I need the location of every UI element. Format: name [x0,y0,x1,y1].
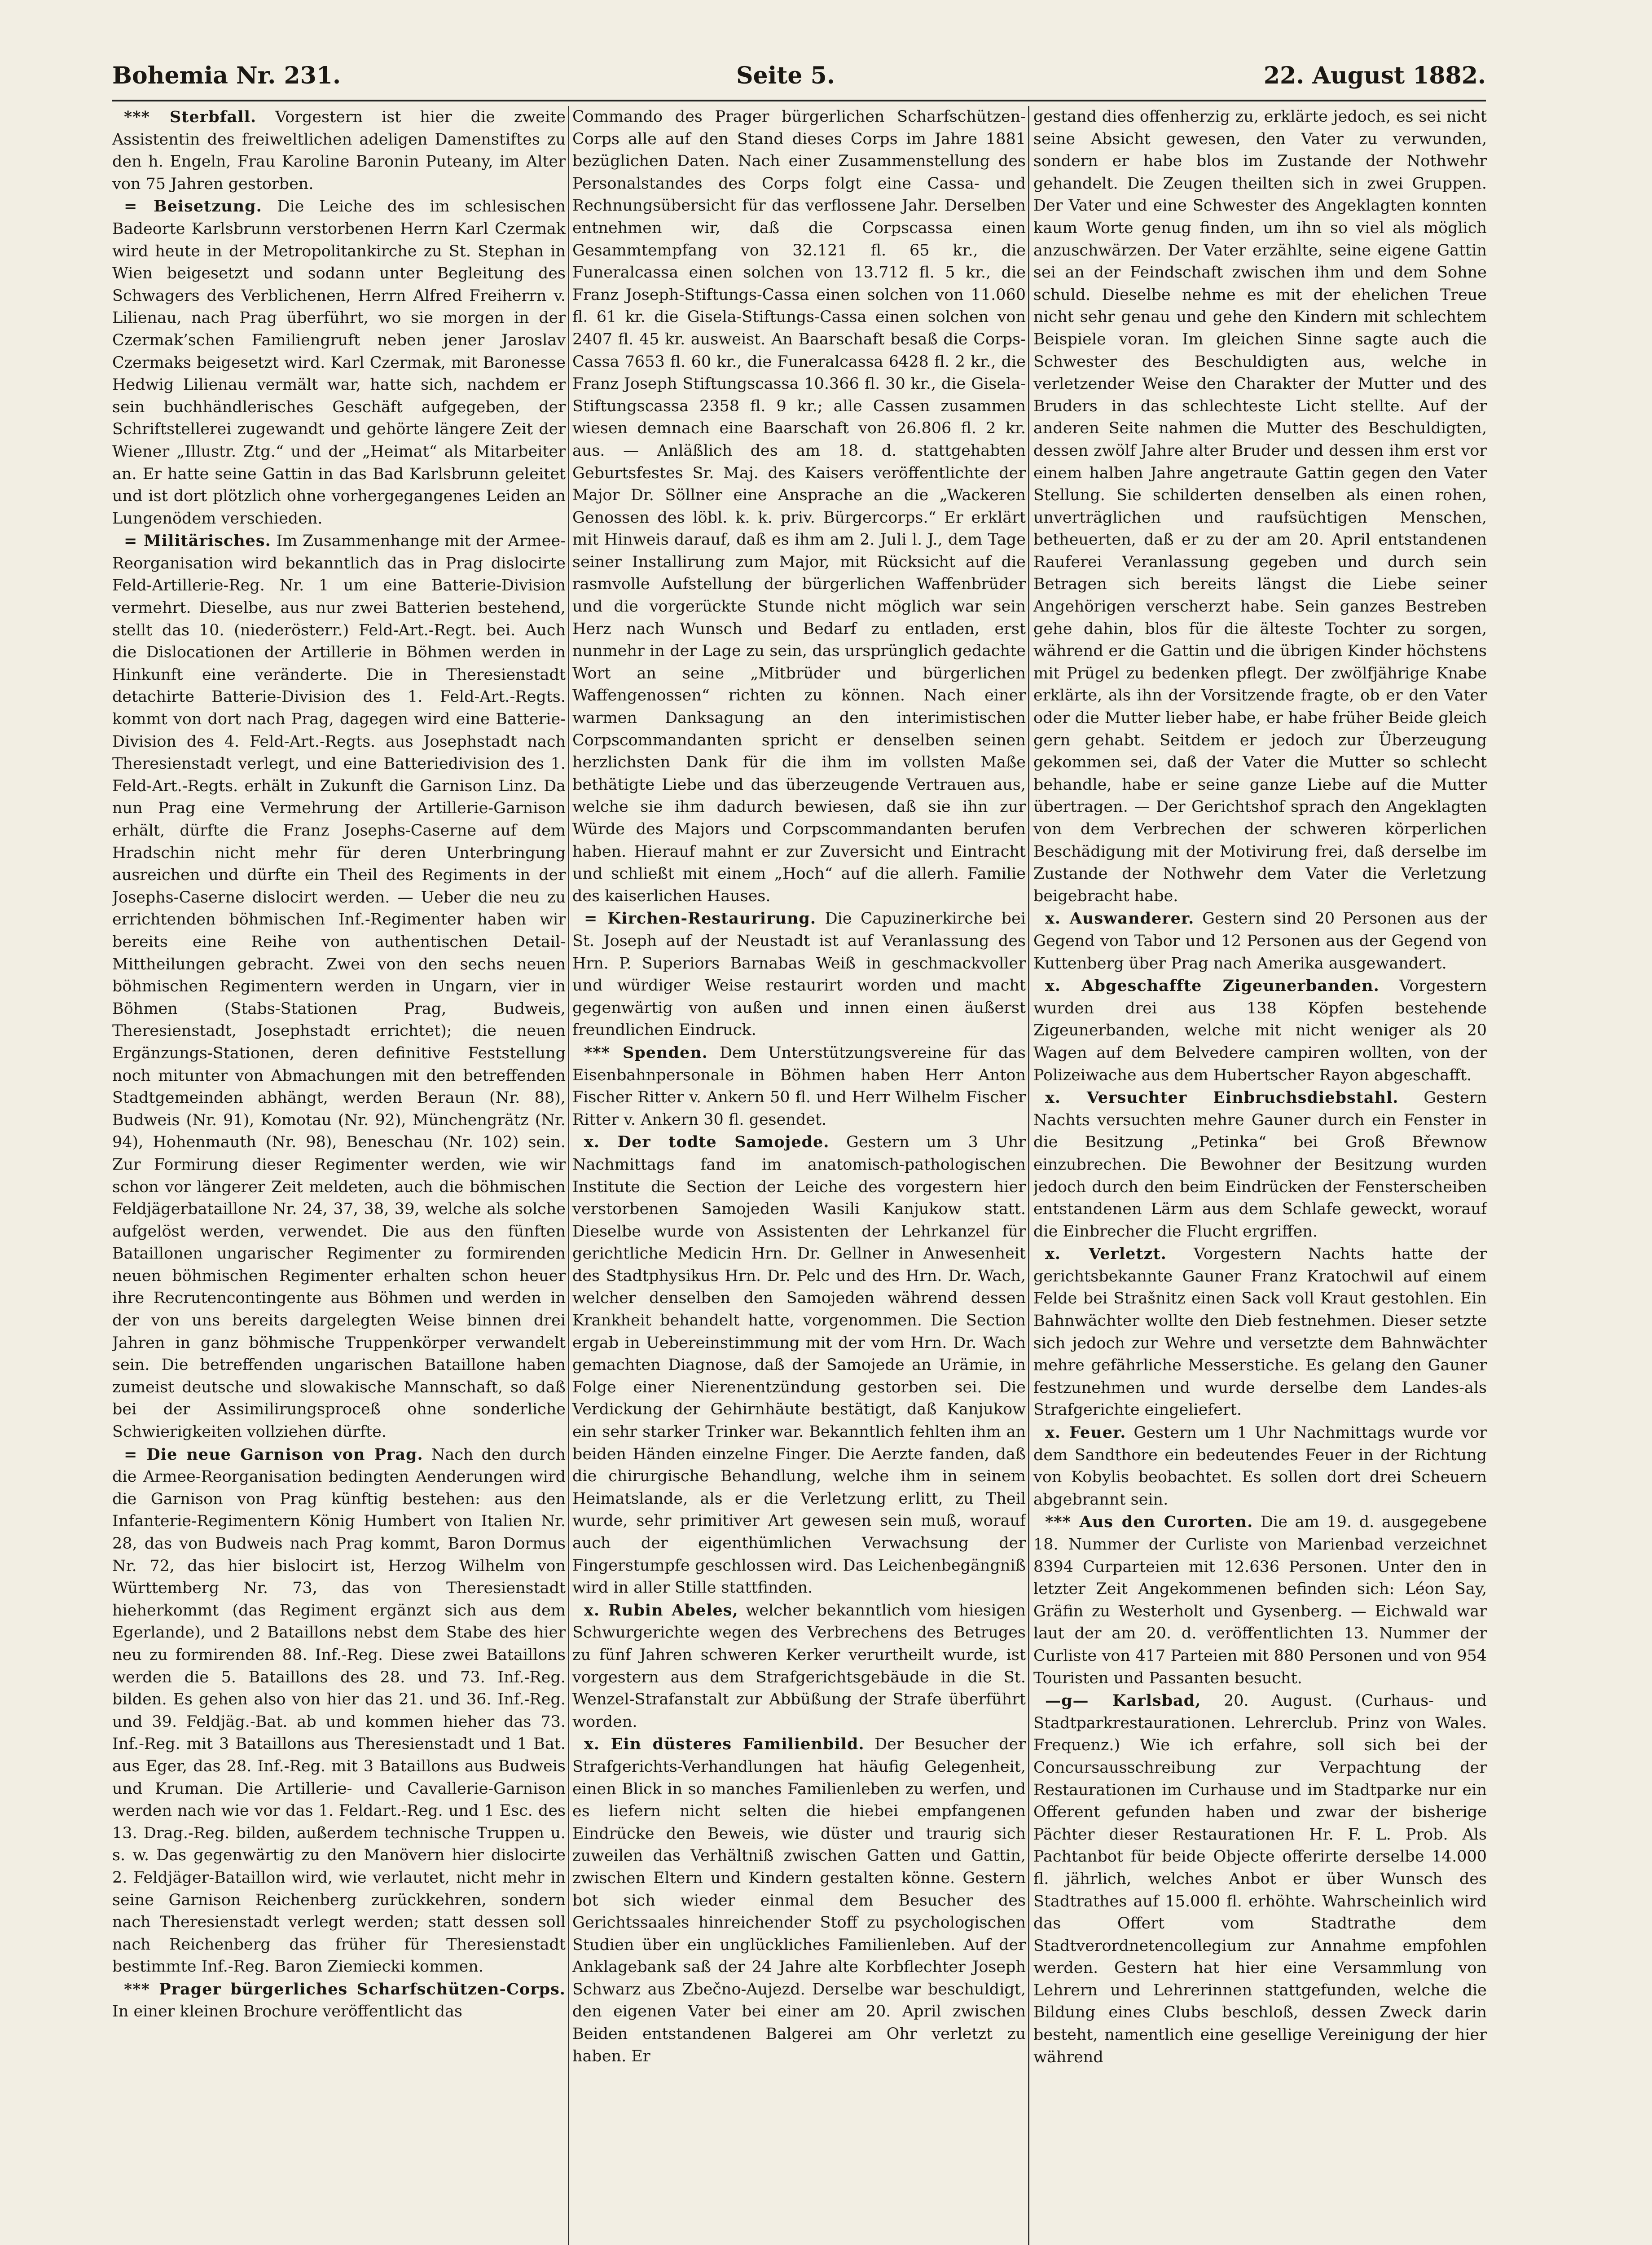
article [1033,1422,1487,1511]
article-body: Im Zusammenhange mit der Armee-Reorganisation wird bekanntlich das in Prag dislocirte Feld-Artillerie-Reg. Nr. 1 um eine Batterie-Division vermehrt. Dieselbe, aus nur zwei Batterien bestehend, stellt das 10. (niederösterr.) Feld-Art.-Regt. bei. Auch die Dislocationen der Artillerie in Böhmen werden in Hinkunft eine veränderte. Die in Theresienstadt detachirte Batterie-Division des 1. Feld-Art.-Regts. kommt von dort nach Prag, dagegen wird eine Batterie-Division des 4. Feld-Art.-Regts. aus Josephstadt nach Theresienstadt verlegt, und eine Batteriedivision des 1. Feld-Art.-Regts. erhält in Zukunft die Garnison Linz. Da nun Prag eine Vermehrung der Artillerie-Garnison erhält, dürfte die Franz Josephs-Caserne auf dem Hradschin nicht mehr für deren Unterbringung ausreichen und dürfte ein Theil des Regiments in der Josephs-Caserne dislocirt werden. — Ueber die neu zu errichtenden böhmischen Inf.-Regimenter haben wir bereits eine Reihe von authentischen Detail-Mittheilungen gebracht. Zwei von den sechs neuen böhmischen Regimentern werden in Ungarn, vier in Böhmen (Stabs-Stationen Prag, Budweis, Theresienstadt, Josephstadt errichtet); die neuen Ergänzungs-Stationen, deren definitive Feststellung noch mitunter von Abmachungen mit den betreffenden Stadtgemeinden abhängt, werden Beraun (Nr. 88), Budweis (Nr. 91), Komotau (Nr. 92), Münchengrätz (Nr. 94), Hohenmauth (Nr. 98), Beneschau (Nr. 102) sein. Zur Formirung dieser Regimenter werden, wie wir schon vor längerer Zeit meldeten, auch die böhmischen Feldjägerbataillone Nr. 24, 37, 38, 39, welche als solche aufgelöst werden, verwendet. Die aus den fünften Bataillonen ungarischer Regimenter zu formirenden neuen böhmischen Regimenter erhalten schon heuer ihre Recrutencontingente aus Böhmen und werden in der von uns bereits dargelegten Weise binnen drei Jahren in ganz böhmische Truppenkörper verwandelt sein. Die betreffenden ungarischen Bataillone haben zumeist deutsche und slowakische Mannschaft, so daß bei der Assimilirungsproceß ohne sonderliche Schwierigkeiten vollziehen dürfte. [112,532,566,1441]
article-heading: *** Prager bürgerliches Scharfschützen-Corps. [124,1980,566,1998]
article-heading: —g— Karlsbad, [1045,1691,1201,1710]
article-body: Gestern sind 20 Personen aus der Gegend von Tabor und 12 Personen aus der Gegend von Kuttenberg über Prag nach Amerika ausgewandert. [1033,910,1487,973]
article-continuation [572,106,1026,907]
text-column-3 [1033,106,1487,2245]
page-number: Seite 5. [736,62,835,89]
article-heading: = Militärisches. [124,532,271,550]
article-body: Gestern Nachts versuchten mehre Gauner durch ein Fenster in die Besitzung „Petinka“ bei Groß Břewnow einzubrechen. Die Bewohner der Besitzung wurden jedoch durch den beim Eindrücken der Fensterscheiben entstandenen Lärm aus dem Schlafe geweckt, worauf die Einbrecher die Flucht ergriffen. [1033,1089,1487,1241]
article [112,106,566,195]
article-heading: = Die neue Garnison von Prag. [124,1445,423,1464]
header-rule [112,100,1486,101]
article-heading: *** Sterbfall. [124,108,257,126]
article-heading: = Beisetzung. [124,197,262,216]
column-divider [1028,106,1029,2245]
article-body: 20. August. (Curhaus- und Stadtparkrestaurationen. Lehrerclub. Prinz von Wales. Frequenz.) Wie ich erfahre, soll sich bei der Concursausschreibung zur Verpachtung der Restaurationen im Curhause und im Stadtparke nur ein Offerent gefunden haben und zwar der bisherige Pächter dieser Restaurationen Hr. F. L. Prob. Als Pachtanbot für beide Objecte offerirte derselbe 14.000 fl. jährlich, welches Anbot er über Wunsch des Stadtrathes auf 15.000 fl. erhöhte. Wahrscheinlich wird das Offert vom Stadtrathe dem Stadtverordnetencollegium zur Annahme empfohlen werden. Gestern hat hier eine Versammlung von Lehrern und Lehrerinnen stattgefunden, welche die Bildung eines Clubs beschloß, dessen Zweck darin besteht, namentlich eine gesellige Vereinigung der hier während [1033,1692,1487,2066]
article [1033,1690,1487,2069]
article [572,1131,1026,1599]
article-heading: x. Versuchter Einbruchsdiebstahl. [1045,1088,1399,1107]
article-body: Gestern um 3 Uhr Nachmittags fand im anatomisch-pathologischen Institute die Section der Leiche des vorgestern hier verstorbenen Samojeden Wasili Kanjukow statt. Dieselbe wurde von Assistenten der Lehrkanzel für gerichtliche Medicin Hrn. Dr. Gellner in Anwesenheit des Stadtphysikus Hrn. Dr. Pelc und des Hrn. Dr. Wach, welcher denselben den Samojeden während dessen Krankheit behandelt hatte, vorgenommen. Die Section ergab in Uebereinstimmung mit der vom Hrn. Dr. Wach gemachten Diagnose, daß der Samojede an Urämie, in Folge einer Nierenentzündung gestorben sei. Die Verdickung der Gehirnhäute bestätigt, daß Kanjukow ein sehr starker Trinker war. Bekanntlich fehlten ihm an beiden Händen einzelne Finger. Die Aerzte fanden, daß die chirurgische Behandlung, welche ihm in seinem Heimatslande, als er die Verletzung erlitt, zu Theil wurde, sehr primitiver Art gewesen sein muß, worauf auch der eigenthümlichen Verwachsung der Fingerstumpfe geschlossen wird. Das Leichenbegängniß wird in aller Stille stattfinden. [572,1133,1026,1597]
article [1033,1243,1487,1422]
article-body: Vorgestern wurden drei aus 138 Köpfen bestehende Zigeunerbanden, welche mit nicht weniger als 20 Wagen auf dem Belvedere campiren wollten, von der Polizeiwache aus dem Hubertscher Rayon abgeschafft. [1033,977,1487,1084]
article-body: Die Leiche des im schlesischen Badeorte Karlsbrunn verstorbenen Herrn Karl Czermak wird heute in der Metropolitankirche zu St. Stephan in Wien beigesetzt und sodann unter Begleitung des Schwagers des Verblichenen, Herrn Alfred Freiherrn v. Lilienau, nach Prag überführt, wo sie morgen in der Czermak’schen Familiengruft neben jener Jaroslav Czermaks beigesetzt wird. Karl Czermak, mit Baronesse Hedwig Lilienau vermält war, hatte sich, nachdem er sein buchhändlerisches Geschäft aufgegeben, der Schriftstellerei zugewandt und gehörte längere Zeit der Wiener „Illustr. Ztg.“ und der „Heimat“ als Mitarbeiter an. Er hatte seine Gattin in das Bad Karlsbrunn geleitet und ist dort plötzlich ohne vorhergegangenes Leiden an Lungenödem verschieden. [112,198,566,528]
article-body: welcher bekanntlich vom hiesigen Schwurgerichte wegen des Verbrechens des Betruges zu fünf Jahren schweren Kerker verurtheilt wurde, ist vorgestern aus dem Strafgerichtsgebäude in die St. Wenzel-Strafanstalt zur Abbüßung der Strafe überführt worden. [572,1601,1026,1731]
article-heading: x. Verletzt. [1045,1245,1167,1263]
article-heading: *** Spenden. [584,1043,708,1062]
article-body: Commando des Prager bürgerlichen Scharfschützen-Corps alle auf den Stand dieses Corps im Jahre 1881 bezüglichen Daten. Nach einer Zusammenstellung des Personalstandes des Corps folgt eine Cassa- und Rechnungsübersicht für das verflossene Jahr. Derselben entnehmen wir, daß die Corpscassa einen Gesammtempfang von 32.121 fl. 65 kr., die Funeralcassa einen solchen von 13.712 fl. 5 kr., die Franz Joseph-Stiftungs-Cassa einen solchen von 11.060 fl. 61 kr. die Gisela-Stiftungs-Cassa einen solchen von 2407 fl. 45 kr. ausweist. An Baarschaft besaß die Corps-Cassa 7653 fl. 60 kr., die Funeralcassa 6428 fl. 2 kr., die Franz Joseph Stiftungscassa 10.366 fl. 30 kr., die Gisela-Stiftungscassa 2358 fl. 9 kr.; alle Cassen zusammen wiesen demnach eine Baarschaft von 26.806 fl. 2 kr. aus. — Anläßlich des am 18. d. stattgehabten Geburtsfestes Sr. Maj. des Kaisers veröffentlichte der Major Dr. Söllner eine Ansprache an die „Wackeren Genossen des löbl. k. k. priv. Bürgercorps.“ Er erklärt mit Hinweis darauf, daß es ihm am 2. Juli l. J., dem Tage seiner Installirung zum Major, mit Rücksicht auf die rasmvolle Aufstellung der bürgerlichen Waffenbrüder und die vorgerückte Stunde nicht möglich war sein Herz nach Wunsch und Bedarf zu entladen, erst nunmehr in der Lage zu sein, das ursprünglich gedachte Wort an seine „Mitbrüder und bürgerlichen Waffengenossen“ richten zu können. Nach einer warmen Danksagung an den interimistischen Corpscommandanten spricht er denselben seinen herzlichsten Dank für die ihm im vollsten Maße bethätigte Liebe und das überzeugende Vertrauen aus, welche sie ihm dadurch bewiesen, daß sie ihn zur Würde des Majors und Corpscommandanten berufen haben. Hierauf mahnt er zur Zuversicht und Eintracht und schließt mit einem „Hoch“ auf die allerh. Familie des kaiserlichen Hauses. [572,108,1026,905]
article [112,195,566,530]
column-divider [568,106,569,2245]
article-body: Vorgestern Nachts hatte der gerichtsbekannte Gauner Franz Kratochwil auf einem Felde bei Strašnitz einen Sack voll Kraut gestohlen. Ein Bahnwächter wollte den Dieb festnehmen. Dieser setzte sich jedoch zur Wehre und versetzte dem Bahnwächter mehre gefährliche Messerstiche. Es gelang den Gauner festzunehmen und wurde derselbe dem Landes-als Strafgerichte eingeliefert. [1033,1245,1487,1419]
issue-date: 22. August 1882. [1263,62,1486,89]
article [1033,1087,1487,1243]
article [112,1978,566,2023]
article [1033,1511,1487,1690]
article [572,1733,1026,2068]
text-column-1 [112,106,566,2245]
article-heading: x. Ein düsteres Familienbild. [584,1735,865,1754]
page-header [112,62,1486,98]
article [572,907,1026,1042]
article-body: Nach den durch die Armee-Reorganisation bedingten Aenderungen wird die Garnison von Prag künftig bestehen: aus den Infanterie-Regimentern König Humbert von Italien Nr. 28, das von Budweis nach Prag kommt, Baron Dormus Nr. 72, das hier bislocirt ist, Herzog Wilhelm von Württemberg Nr. 73, das von Theresienstadt hieherkommt (das Regiment ergänzt sich aus dem Egerlande), und 2 Bataillons nebst dem Stabe des hier neu zu formirenden 88. Inf.-Reg. Diese zwei Bataillons werden die 5. Bataillons des 28. und 73. Inf.-Reg. bilden. Es gehen also von hier das 21. und 36. Inf.-Reg. und 39. Feldjäg.-Bat. ab und kommen hieher das 73. Inf.-Reg. mit 3 Bataillons aus Theresienstadt und 1 Bat. aus Eger, das 28. Inf.-Reg. mit 3 Bataillons aus Budweis und Kruman. Die Artillerie- und Cavallerie-Garnison werden nach wie vor das 1. Feldart.-Reg. und 1 Esc. des 13. Drag.-Reg. bilden, außerdem technische Truppen u. s. w. Das gegenwärtig zu den Manövern hier dislocirte 2. Feldjäger-Bataillon wird, wie verlautet, nicht mehr in seine Garnison Reichenberg zurückkehren, sondern nach Theresienstadt verlegt werden; statt dessen soll nach Reichenberg das früher für Theresienstadt bestimmte Inf.-Reg. Baron Ziemiecki kommen. [112,1445,566,1976]
article [112,1444,566,1978]
article-heading: x. Abgeschaffte Zigeunerbanden. [1045,977,1380,995]
article [112,530,566,1443]
article [572,1599,1026,1734]
article-heading: *** Aus den Curorten. [1045,1513,1253,1532]
article-body: Die am 19. d. ausgegebene 18. Nummer der Curliste von Marienbad verzeichnet 8394 Curparteien mit 12.636 Personen. Unter den in letzter Zeit Angekommenen befinden sich: Léon Say, Gräfin zu Westerholt und Gysenberg. — Eichwald war laut der am 20. d. veröffentlichten 13. Nummer der Curliste von 417 Parteien mit 880 Personen und von 954 Touristen und Passanten besucht. [1033,1513,1487,1687]
article-body: Die Capuzinerkirche bei St. Joseph auf der Neustadt ist auf Veranlassung des Hrn. P. Superiors Barnabas Weiß in geschmackvoller und würdiger Weise restaurirt worden und macht gegenwärtig von außen und innen einen äußerst freundlichen Eindruck. [572,910,1026,1039]
article-heading: x. Der todte Samojede. [584,1133,830,1152]
article-heading: = Kirchen-Restaurirung. [584,909,817,928]
text-column-2 [572,106,1026,2245]
article-body: gestand dies offenherzig zu, erklärte jedoch, es sei nicht seine Absicht gewesen, den Vater zu verwunden, sondern er habe blos im Zustande der Nothwehr gehandelt. Die Zeugen theilten sich in zwei Gruppen. Der Vater und eine Schwester des Angeklagten konnten kaum Worte genug finden, um ihn so viel als möglich anzuschwärzen. Der Vater erzählte, seine eigene Gattin sei an der Feindschaft zwischen ihm und dem Sohne schuld. Dieselbe nehme es mit der ehelichen Treue nicht sehr genau und gehe den Kindern mit schlechtem Beispiele voran. Im gleichen Sinne sagte auch die Schwester des Beschuldigten aus, welche in verletzender Weise den Charakter der Mutter und des Bruders in das schlechteste Licht stellte. Auf der anderen Seite nahmen die Mutter des Beschuldigten, dessen zwölf Jahre alter Bruder und dessen ihm erst vor einem halben Jahre angetraute Gattin gegen den Vater Stellung. Sie schilderten denselben als einen rohen, unverträglichen und raufsüchtigen Menschen, betheuerten, daß er zu der am 20. April entstandenen Rauferei Veranlassung gegeben und durch sein Betragen sich bereits längst die Liebe seiner Angehörigen verscherzt habe. Sein ganzes Bestreben gehe dahin, blos für die älteste Tochter zu sorgen, während er die Gattin und die übrigen Kinder höchstens mit Prügel zu bedenken pflegt. Der zwölfjährige Knabe erklärte, als ihn der Vorsitzende fragte, ob er den Vater oder die Mutter lieber habe, er habe früher Beide gleich gern gehabt. Seitdem er jedoch zur Überzeugung gekommen sei, daß der Vater die Mutter so schlecht behandle, habe er seine ganze Liebe auf die Mutter übertragen. — Der Gerichtshof sprach den Angeklagten von dem Verbrechen der schweren körperlichen Beschädigung mit der Motivirung frei, daß derselbe im Zustande der Nothwehr dem Vater die Verletzung beigebracht habe. [1033,108,1487,905]
article [572,1042,1026,1131]
article-body: Dem Unterstützungsvereine für das Eisenbahnpersonale in Böhmen haben Herr Anton Fischer Ritter v. Ankern 50 fl. und Herr Wilhelm Fischer Ritter v. Ankern 30 fl. gesendet. [572,1043,1026,1129]
article-heading: x. Rubin Abeles, [584,1601,738,1620]
article-body: Vorgestern ist hier die zweite Assistentin des freiweltlichen adeligen Damenstiftes zu den h. Engeln, Frau Karoline Baronin Puteany, im Alter von 75 Jahren gestorben. [112,108,566,193]
article [1033,907,1487,975]
article-heading: x. Feuer. [1045,1423,1126,1442]
article-body: Der Besucher der Strafgerichts-Verhandlungen hat häufig Gelegenheit, einen Blick in so manches Familienleben zu werfen, und es liefern nicht selten die hiebei empfangenen Eindrücke den Beweis, wie düster und traurig sich zuweilen das Verhältniß zwischen Gatten und Gattin, zwischen Eltern und Kindern gestalten könne. Gestern bot sich wieder einmal dem Besucher des Gerichtssaales hinreichender Stoff zu psychologischen Studien über ein unglückliches Familienleben. Auf der Anklagebank saß der 24 Jahre alte Korbflechter Joseph Schwarz aus Zbečno-Aujezd. Derselbe war beschuldigt, den eigenen Vater bei einer am 20. April zwischen Beiden entstandenen Balgerei am Ohr verletzt zu haben. Er [572,1735,1026,2065]
masthead-issue: Bohemia Nr. 231. [112,62,341,89]
article-continuation [1033,106,1487,907]
article-body: Gestern um 1 Uhr Nachmittags wurde vor dem Sandthore ein bedeutendes Feuer in der Richtung von Kobylis beobachtet. Es sollen dort drei Scheuern abgebrannt sein. [1033,1424,1487,1509]
article [1033,975,1487,1087]
article-body: In einer kleinen Brochure veröffentlicht das [112,2003,462,2021]
article-heading: x. Auswanderer. [1045,909,1195,928]
